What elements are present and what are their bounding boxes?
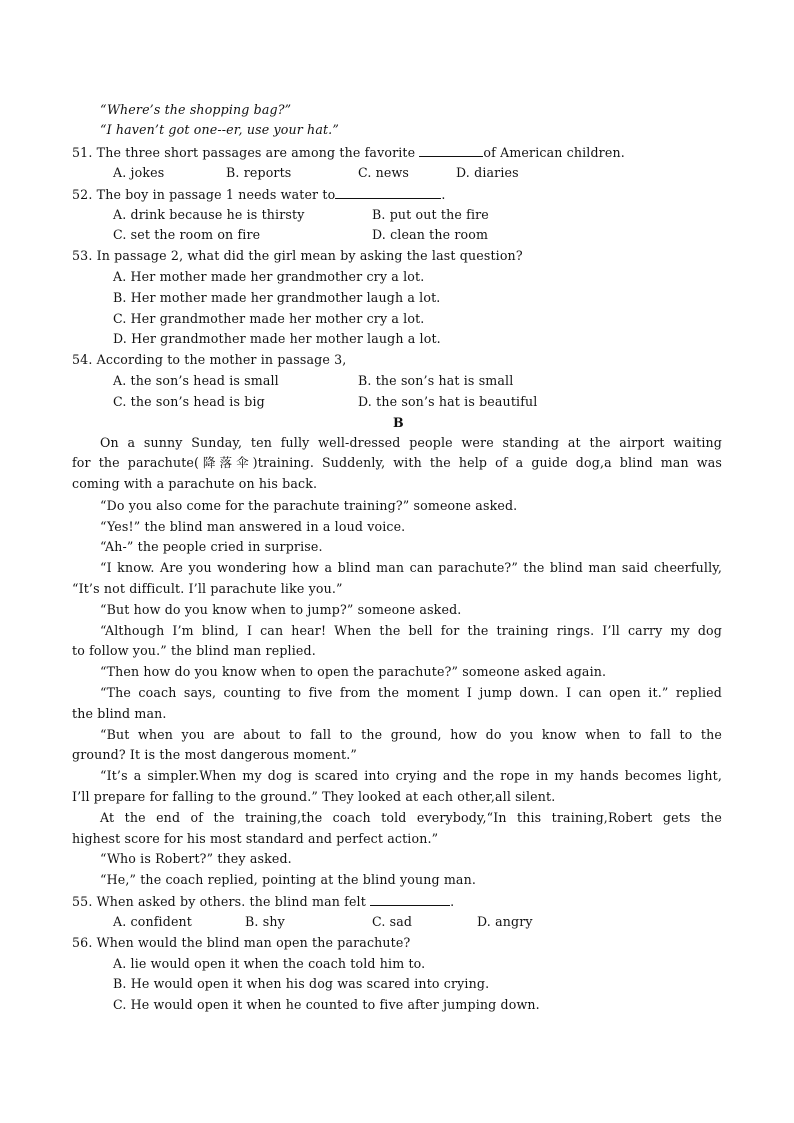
- question-stem-end: of American children.: [483, 145, 625, 160]
- answer-blank: [335, 186, 441, 199]
- question-53: [72, 248, 523, 264]
- question-stem: When asked by others. the blind man felt: [96, 894, 371, 909]
- passage-line: On a sunny Sunday, ten fully well-dressed people were standing at the airport waiting: [100, 435, 722, 450]
- option: C. sad: [372, 914, 413, 929]
- question-stem: The three short passages are among the favorite: [96, 145, 420, 160]
- option: D. Her grandmother made her mother laugh a lot.: [113, 331, 441, 346]
- question-52: [72, 186, 445, 203]
- passage-line: to follow you.” the blind man replied.: [72, 643, 316, 658]
- passage-line: “He,” the coach replied, pointing at the blind young man.: [100, 872, 477, 887]
- question-56: [72, 935, 410, 951]
- question-stem-end: .: [441, 187, 446, 202]
- option: B. put out the fire: [372, 207, 489, 222]
- answer-blank: [419, 144, 483, 157]
- passage-line: “Who is Robert?” they asked.: [100, 851, 292, 866]
- passage-line: the blind man.: [72, 706, 167, 721]
- option: A. confident: [113, 914, 193, 929]
- option: B. reports: [226, 165, 292, 180]
- passage-line: “But how do you know when to jump?” someone asked.: [100, 602, 462, 617]
- passage-line: ground? It is the most dangerous moment.”: [72, 747, 357, 762]
- passage-a-line: “Where’s the shopping bag?”: [100, 102, 292, 117]
- option: C. set the room on fire: [113, 227, 261, 242]
- passage-line: “The coach says, counting to five from the moment I jump down. I can open it.” replied: [100, 685, 722, 700]
- question-stem: The boy in passage 1 needs water to: [96, 187, 336, 202]
- option: D. diaries: [456, 165, 519, 180]
- option: A. lie would open it when the coach told him to.: [113, 956, 426, 971]
- passage-line: for the parachute(降落伞)training. Suddenly, with the help of a guide dog,a blind man was: [72, 455, 722, 470]
- passage-line: “Then how do you know when to open the parachute?” someone asked again.: [100, 664, 607, 679]
- option: D. the son’s hat is beautiful: [358, 394, 538, 409]
- option: B. the son’s hat is small: [358, 373, 514, 388]
- question-55: [72, 893, 454, 910]
- question-stem: When would the blind man open the parachute?: [96, 935, 411, 950]
- option: C. news: [358, 165, 410, 180]
- passage-line: “Ah-” the people cried in surprise.: [100, 539, 323, 554]
- passage-line: “It’s a simpler.When my dog is scared into crying and the rope in my hands becomes light,: [100, 768, 722, 783]
- option: A. drink because he is thirsty: [113, 207, 305, 222]
- passage-line: At the end of the training,the coach told everybody,“In this training,Robert gets the: [100, 810, 722, 825]
- option: D. clean the room: [372, 227, 489, 242]
- passage-line: “Although I’m blind, I can hear! When the bell for the training rings. I’ll carry my dog: [100, 623, 722, 638]
- passage-line: “But when you are about to fall to the ground, how do you know when to fall to the: [100, 727, 722, 742]
- passage-line: highest score for his most standard and perfect action.”: [72, 831, 439, 846]
- option: C. the son’s head is big: [113, 394, 265, 409]
- option: C. Her grandmother made her mother cry a lot.: [113, 311, 425, 326]
- question-number: 54.: [72, 352, 93, 367]
- passage-line: “Do you also come for the parachute training?” someone asked.: [100, 498, 518, 513]
- question-number: 55.: [72, 894, 93, 909]
- passage-line: coming with a parachute on his back.: [72, 476, 318, 491]
- question-stem: According to the mother in passage 3,: [96, 352, 347, 367]
- passage-line: “It’s not difficult. I’ll parachute like you.”: [72, 581, 343, 596]
- option: C. He would open it when he counted to five after jumping down.: [113, 997, 540, 1012]
- option: B. shy: [245, 914, 285, 929]
- answer-blank: [370, 893, 450, 906]
- passage-line: “Yes!” the blind man answered in a loud voice.: [100, 519, 406, 534]
- option: B. He would open it when his dog was scared into crying.: [113, 976, 490, 991]
- question-51: [72, 144, 625, 161]
- option: A. Her mother made her grandmother cry a lot.: [113, 269, 425, 284]
- option: A. jokes: [113, 165, 165, 180]
- passage-line: “I know. Are you wondering how a blind man can parachute?” the blind man said cheerfully,: [100, 560, 722, 575]
- section-title: B: [393, 415, 404, 430]
- question-number: 56.: [72, 935, 93, 950]
- passage-line: I’ll prepare for falling to the ground.” They looked at each other,all silent.: [72, 789, 556, 804]
- passage-a-line: “I haven’t got one--er, use your hat.”: [100, 122, 339, 137]
- question-number: 53.: [72, 248, 93, 263]
- option: B. Her mother made her grandmother laugh a lot.: [113, 290, 441, 305]
- question-number: 52.: [72, 187, 93, 202]
- question-stem-end: .: [450, 894, 455, 909]
- question-number: 51.: [72, 145, 93, 160]
- question-stem: In passage 2, what did the girl mean by asking the last question?: [96, 248, 523, 263]
- option: D. angry: [477, 914, 533, 929]
- option: A. the son’s head is small: [113, 373, 279, 388]
- question-54: [72, 352, 346, 368]
